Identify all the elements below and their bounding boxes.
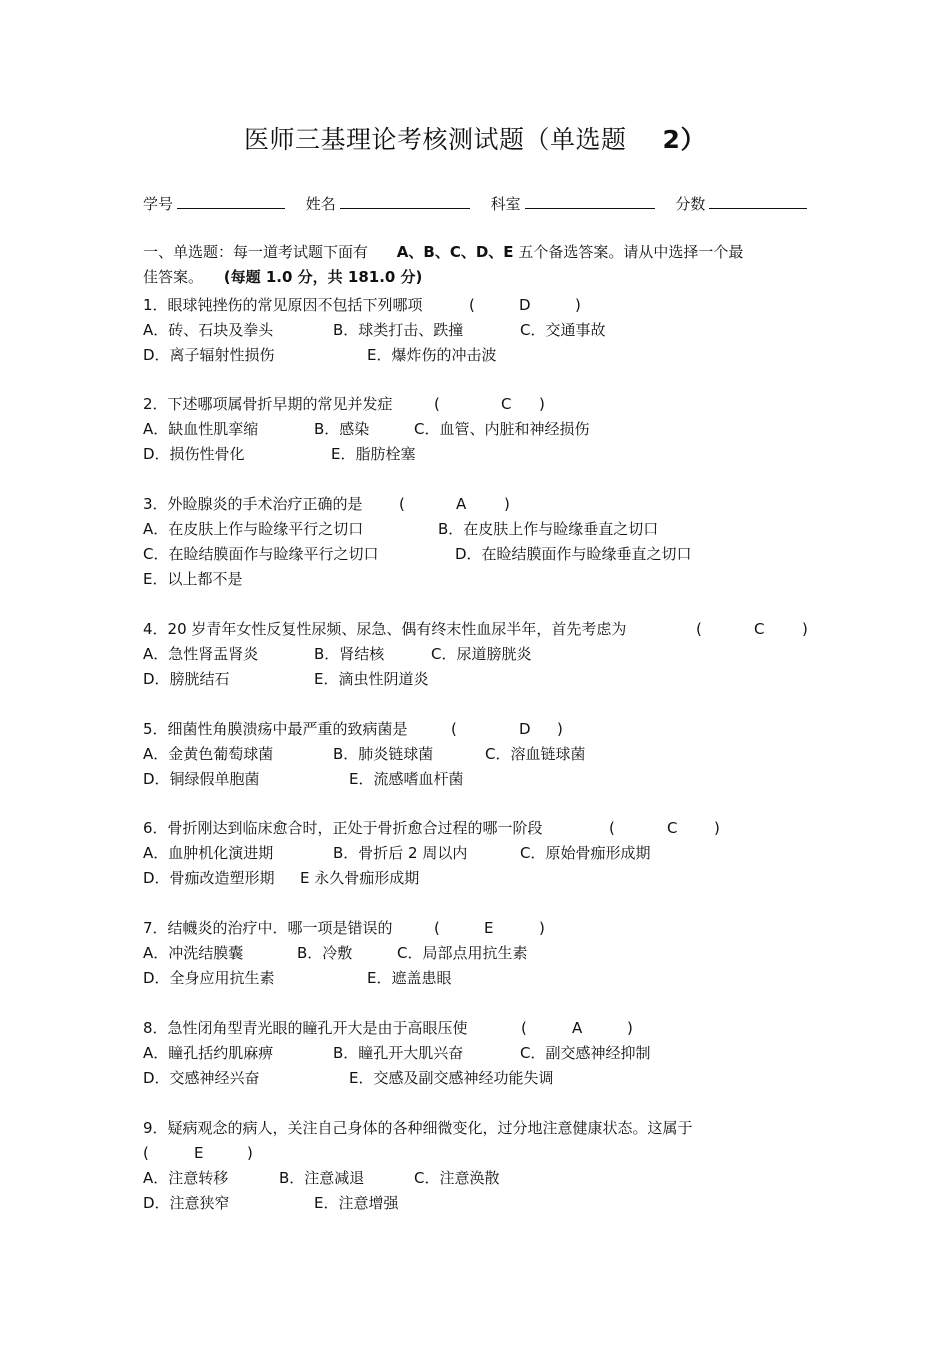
option-row	[143, 742, 843, 767]
answer-paren-open: (	[434, 919, 440, 937]
option-e: E．流感嗜血杆菌	[349, 770, 464, 788]
answer-paren-close: )	[802, 620, 808, 638]
question-stem: 4．20 岁青年女性反复性尿频、尿急、偶有终末性血尿半年，首先考虑为	[143, 620, 627, 638]
question-9	[143, 1116, 843, 1216]
instructions-prefix: 一、单选题：每一道考试题下面有	[143, 243, 369, 261]
answer-paren-open: (	[469, 296, 475, 314]
answer-paren-close: )	[714, 819, 720, 837]
option-e: E．以上都不是	[143, 570, 243, 588]
answer-paren-open: (	[434, 395, 440, 413]
option-row	[143, 966, 843, 991]
student-id-field	[143, 191, 285, 217]
answer-row	[143, 1141, 843, 1166]
option-c: C．尿道膀胱炎	[431, 645, 532, 663]
option-row	[143, 417, 843, 442]
option-e: E．滴虫性阴道炎	[314, 670, 429, 688]
question-1	[143, 293, 843, 368]
department-field	[491, 191, 655, 217]
option-row	[143, 318, 843, 343]
question-stem: 5．细菌性角膜溃疡中最严重的致病菌是	[143, 720, 408, 738]
option-c: C．注意涣散	[414, 1169, 500, 1187]
question-stem-row	[143, 916, 843, 941]
answer-letter: A	[572, 1019, 583, 1037]
question-stem-row	[143, 1016, 843, 1041]
instructions	[143, 240, 823, 290]
answer-paren-open: (	[521, 1019, 527, 1037]
answer-paren-close: )	[247, 1144, 253, 1162]
question-stem-row	[143, 717, 843, 742]
title-text: 医师三基理论考核测试题（单选题	[244, 125, 627, 154]
answer-letter: C	[754, 620, 765, 638]
option-row	[143, 1041, 843, 1066]
answer-paren-open: (	[696, 620, 702, 638]
option-e: E．注意增强	[314, 1194, 399, 1212]
instructions-choices: A、B、C、D、E	[396, 243, 514, 261]
option-c: C．原始骨痂形成期	[520, 844, 651, 862]
option-c: C．交通事故	[520, 321, 606, 339]
option-row	[143, 866, 843, 891]
score-label: 分数	[675, 195, 706, 213]
option-a: A．在皮肤上作与睑缘平行之切口	[143, 520, 364, 538]
option-row	[143, 517, 843, 542]
question-stem-row	[143, 1116, 843, 1141]
instructions-score: (每题 1.0 分，共 181.0 分)	[223, 268, 423, 286]
option-b: B．肾结核	[314, 645, 385, 663]
question-6	[143, 816, 843, 891]
option-row	[143, 542, 843, 567]
option-a: A．注意转移	[143, 1169, 229, 1187]
option-d: D．交感神经兴奋	[143, 1069, 260, 1087]
answer-paren-close: )	[627, 1019, 633, 1037]
option-row	[143, 841, 843, 866]
answer-letter: A	[456, 495, 467, 513]
answer-paren-close: )	[557, 720, 563, 738]
header-info	[143, 191, 823, 217]
option-a: A．缺血性肌挛缩	[143, 420, 259, 438]
option-b: B．肺炎链球菌	[333, 745, 434, 763]
option-b: B．球类打击、跌撞	[333, 321, 464, 339]
option-row	[143, 1166, 843, 1191]
answer-paren-open: (	[451, 720, 457, 738]
option-c: C．副交感神经抑制	[520, 1044, 651, 1062]
question-7	[143, 916, 843, 991]
question-8	[143, 1016, 843, 1091]
page-title	[0, 120, 950, 160]
question-3	[143, 492, 843, 592]
option-c: C．局部点用抗生素	[397, 944, 528, 962]
question-stem: 2．下述哪项属骨折早期的常见并发症	[143, 395, 393, 413]
student-id-label: 学号	[143, 195, 174, 213]
answer-letter: D	[519, 720, 531, 738]
question-stem: 8．急性闭角型青光眼的瞳孔开大是由于高眼压使	[143, 1019, 468, 1037]
answer-paren-close: )	[539, 919, 545, 937]
answer-letter: E	[194, 1144, 204, 1162]
name-blank	[340, 194, 470, 209]
option-d: D．铜绿假单胞菌	[143, 770, 260, 788]
option-a: A．急性肾盂肾炎	[143, 645, 259, 663]
student-id-blank	[177, 194, 285, 209]
option-row	[143, 1191, 843, 1216]
instructions-line-1	[143, 240, 823, 265]
score-field	[675, 191, 807, 217]
option-row	[143, 1066, 843, 1091]
option-b: B．感染	[314, 420, 370, 438]
option-a: A．瞳孔括约肌麻痹	[143, 1044, 274, 1062]
question-stem: 3．外睑腺炎的手术治疗正确的是	[143, 495, 363, 513]
question-5	[143, 717, 843, 792]
question-stem-row	[143, 816, 843, 841]
title-number: 2）	[662, 125, 706, 154]
option-e: E．交感及副交感神经功能失调	[349, 1069, 554, 1087]
question-stem-row	[143, 293, 843, 318]
name-field	[306, 191, 470, 217]
option-a: A．金黄色葡萄球菌	[143, 745, 274, 763]
option-d: D．膀胱结石	[143, 670, 230, 688]
option-row	[143, 343, 843, 368]
option-row	[143, 567, 843, 592]
question-stem: 1．眼球钝挫伤的常见原因不包括下列哪项	[143, 296, 423, 314]
question-2	[143, 392, 843, 467]
option-a: A．血肿机化演进期	[143, 844, 274, 862]
department-blank	[525, 194, 655, 209]
option-row	[143, 642, 843, 667]
question-4	[143, 617, 843, 692]
answer-letter: C	[667, 819, 678, 837]
question-stem-row	[143, 492, 843, 517]
question-stem: 9．疑病观念的病人，关注自己身体的各种细微变化，过分地注意健康状态。这属于	[143, 1119, 693, 1137]
option-d: D．注意狭窄	[143, 1194, 230, 1212]
question-stem-row	[143, 617, 843, 642]
option-c: C．在睑结膜面作与睑缘平行之切口	[143, 545, 379, 563]
option-c: C．血管、内脏和神经损伤	[414, 420, 590, 438]
answer-letter: C	[501, 395, 512, 413]
instructions-line2-prefix: 佳答案。	[143, 268, 204, 286]
option-e: E．脂肪栓塞	[331, 445, 416, 463]
instructions-line-2	[143, 265, 823, 290]
option-row	[143, 767, 843, 792]
option-row	[143, 442, 843, 467]
option-b: B．在皮肤上作与睑缘垂直之切口	[438, 520, 659, 538]
option-d: D．全身应用抗生素	[143, 969, 275, 987]
instructions-suffix: 五个备选答案。请从中选择一个最	[518, 243, 744, 261]
department-label: 科室	[490, 195, 521, 213]
answer-letter: D	[519, 296, 531, 314]
option-a: A．冲洗结膜囊	[143, 944, 244, 962]
option-d: D．骨痂改造塑形期	[143, 869, 275, 887]
answer-paren-open: (	[399, 495, 405, 513]
question-stem: 6．骨折刚达到临床愈合时，正处于骨折愈合过程的哪一阶段	[143, 819, 543, 837]
answer-letter: E	[484, 919, 494, 937]
option-b: B．注意减退	[279, 1169, 365, 1187]
option-e: E．遮盖患眼	[367, 969, 452, 987]
question-stem: 7．结幭炎的治疗中．哪一项是错误的	[143, 919, 393, 937]
option-d: D．在睑结膜面作与睑缘垂直之切口	[455, 545, 692, 563]
name-label: 姓名	[305, 195, 336, 213]
option-e: E 永久骨痂形成期	[300, 869, 420, 887]
answer-paren-open: (	[143, 1144, 149, 1162]
answer-paren-close: )	[504, 495, 510, 513]
option-d: D．离子辐射性损伤	[143, 346, 275, 364]
score-blank	[709, 194, 807, 209]
answer-paren-open: (	[609, 819, 615, 837]
option-a: A．砖、石块及拳头	[143, 321, 274, 339]
option-row	[143, 667, 843, 692]
option-c: C．溶血链球菌	[485, 745, 586, 763]
option-b: B．冷敷	[297, 944, 353, 962]
option-e: E．爆炸伤的冲击波	[367, 346, 497, 364]
answer-paren-close: )	[575, 296, 581, 314]
question-stem-row	[143, 392, 843, 417]
option-b: B．瞳孔开大肌兴奋	[333, 1044, 464, 1062]
option-row	[143, 941, 843, 966]
option-d: D．损伤性骨化	[143, 445, 245, 463]
option-b: B．骨折后 2 周以内	[333, 844, 468, 862]
answer-paren-close: )	[539, 395, 545, 413]
